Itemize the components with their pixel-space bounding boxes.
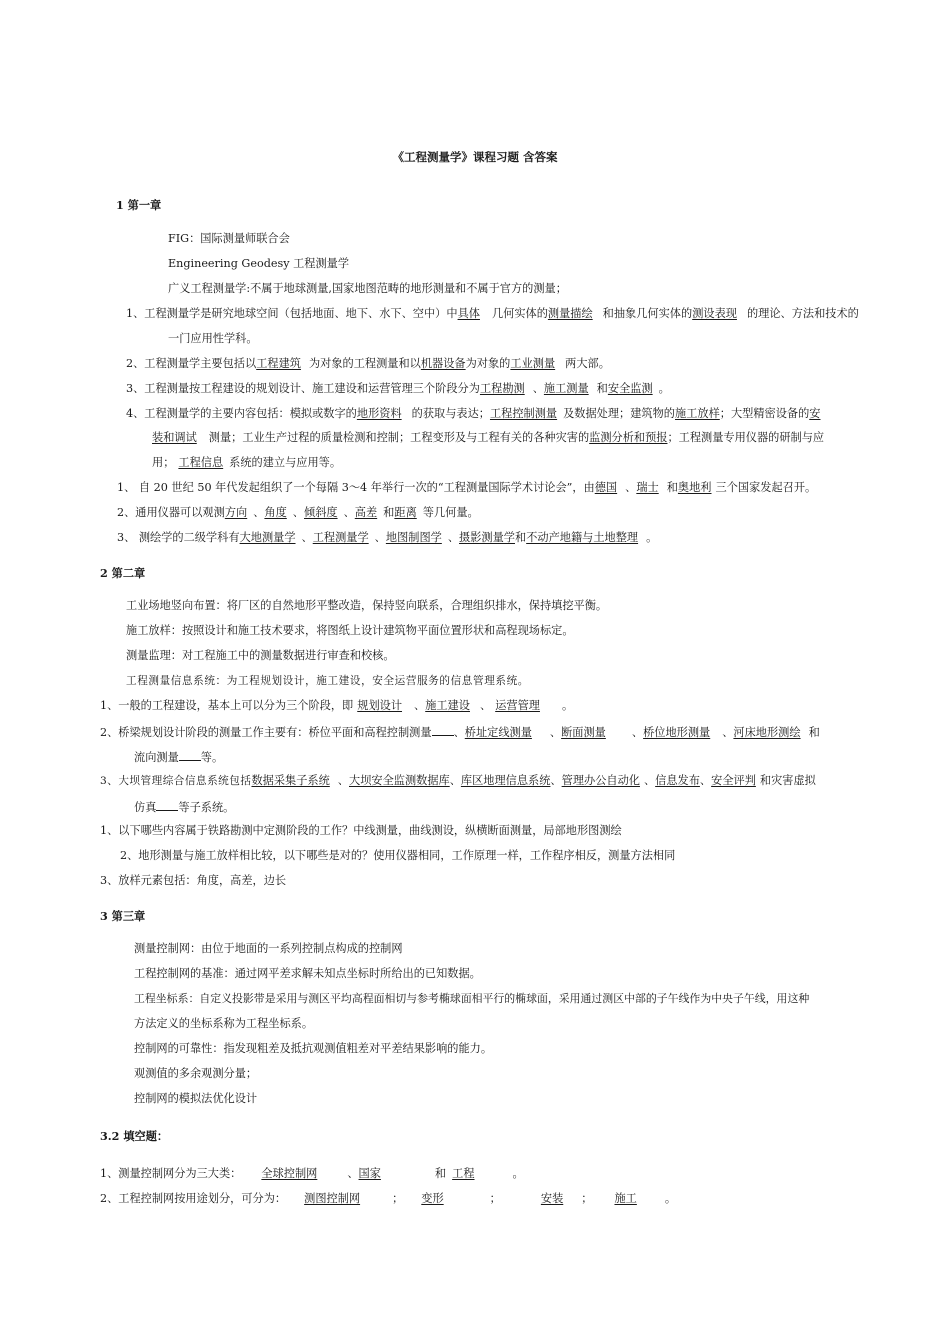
separator: 、 [549,726,562,739]
question-text: 。 [658,382,670,395]
question-text: 几何实体的 [491,307,548,320]
answer-blank: 桥位地形测量 [643,726,711,739]
answer-blank: 测设表现 [692,307,737,320]
answer-text: 全球控制网 [261,1167,318,1180]
question-line [126,381,670,397]
definition-line: 广义工程测量学:不属于地球测量,国家地图范畴的地形测量和不属于官方的测量； [168,282,567,295]
separator: 、 [343,506,355,519]
definition-line: 控制网的可靠性：指发现粗差及抵抗观测值粗差对平差结果影响的能力。 [134,1042,493,1055]
answer-blank: 瑞士 [636,481,659,494]
answer-blank: 奥地利 [677,481,712,494]
answer-blank: 工程勘测 [479,382,525,395]
answer-blank [511,1192,573,1205]
answer-blank: 测量描绘 [547,307,593,320]
separator: 、 [453,726,465,739]
question-continuation [134,748,223,766]
question-line [126,306,859,322]
separator: 、 [449,774,461,787]
separator: 和 [514,531,527,544]
definition-line: 方法定义的坐标系称为工程坐标系。 [134,1017,314,1030]
answer-blank: 河床地形测绘 [733,726,801,739]
answer-blank [286,1192,388,1205]
separator: 、 [292,506,304,519]
answer-blank: 大坝安全监测数据库 [349,774,450,787]
question-line [126,356,610,372]
definition-line: 工程控制网的基准：通过网平差求解未知点坐标时所给出的已知数据。 [134,967,481,980]
separator: 、 [550,774,562,787]
document-title: 《工程测量学》课程习题 含答案 [392,150,558,164]
answer-blank [241,1167,347,1180]
question-line [117,480,816,496]
question-text: 等子系统。 [178,801,235,814]
separator: 、 [337,774,349,787]
question-text: 等几何量。 [422,506,479,519]
question-text: 1、一般的工程建设，基本上可以分为三个阶段，即 [100,699,354,712]
answer-text: 安装 [540,1192,564,1205]
answer-blank: 距离 [394,506,417,519]
question-text: 4、工程测量学的主要内容包括：模拟或数字的 [126,407,357,420]
answer-blank: 运营管理 [495,699,540,712]
separator: 、 [699,774,712,787]
question-text: ；工程测量专用仪器的研制与应 [667,431,825,444]
answer-blank: 施工测量 [543,382,589,395]
choice-question: 2、地形测量与施工放样相比较，以下哪些是对的？使用仪器相同，工作原理一样，工作程序相反，测量方法相同 [120,849,676,862]
answer-text: 测图控制网 [304,1192,361,1205]
question-continuation [152,455,341,471]
separator: ； [581,1192,593,1205]
question-text: 1、工程测量学是研究地球空间（包括地面、地下、水下、空中）中 [126,307,458,320]
question-line [100,1166,524,1182]
answer-blank: 信息发布 [655,774,700,787]
question-text: 2、桥梁规划设计阶段的测量工作主要有：桥位平面和高程控制测量 [100,726,432,739]
answer-blank: 工程建筑 [256,357,301,370]
definition-line: 施工放样：按照设计和施工技术要求，将图纸上设计建筑物平面位置形状和高程现场标定。 [126,624,574,637]
answer-blank: 德国 [594,481,618,494]
chapter-1-heading: 1 第一章 [116,198,162,212]
answer-blank [359,1167,421,1180]
answer-blank: 倾斜度 [304,506,338,519]
fill-in-heading: 3.2 填空题： [100,1129,169,1143]
question-line [100,773,816,789]
separator: ； [392,1192,404,1205]
definition-line: Engineering Geodesy 工程测量学 [168,257,350,270]
answer-blank: 摄影测量学 [459,531,515,544]
question-text: 为对象的工程测量和以 [308,357,421,370]
question-text: 和 [808,726,820,739]
question-text: 2、通用仪器可以观测 [117,506,225,519]
answer-blank: 工程测量学 [312,531,369,544]
separator: 、 [532,382,544,395]
question-line [117,505,479,521]
definition-line: 工业场地竖向布置：将厂区的自然地形平整改造，保持竖向联系，合理组织排水，保持填挖平衡。 [126,599,608,612]
question-text: 2、工程控制网按用途划分，可分为： [100,1192,287,1205]
question-line [117,530,657,546]
definition-line: 控制网的模拟法优化设计 [134,1092,258,1105]
answer-blank [413,1192,479,1205]
separator: 、 [479,699,492,712]
question-text: 流向测量 [134,751,179,764]
answer-text: 国家 [358,1167,381,1180]
definition-line: 工程测量信息系统：为工程规划设计，施工建设，安全运营服务的信息管理系统。 [126,675,529,687]
answer-blank: 高差 [354,506,378,519]
answer-blank [452,1167,512,1180]
chapter-2-heading: 2 第二章 [100,566,146,580]
question-text: 3、 测绘学的二级学科有 [117,531,240,544]
question-continuation [152,430,824,446]
definition-line: 测量控制网：由位于地面的一系列控制点构成的控制网 [134,942,403,955]
choice-question: 3、放样元素包括：角度，高差，边长 [100,874,287,887]
question-text: 为对象的 [465,357,511,370]
definition-line: 测量监理：对工程施工中的测量数据进行审查和校核。 [126,649,395,662]
answer-blank: 方向 [224,506,248,519]
answer-blank: 施工放样 [675,407,720,420]
definition-line: FIG：国际测量师联合会 [168,232,290,245]
answer-blank: 角度 [264,506,287,519]
question-text: 和抽象几何实体的 [602,307,693,320]
question-line [100,698,573,714]
question-text: 用； [152,456,175,469]
question-text: 。 [512,1167,524,1180]
answer-blank: 装和调试 [152,431,197,444]
separator: 和 [434,1167,447,1180]
question-continuation: 一门应用性学科。 [168,332,258,345]
question-text: 1、 自 20 世纪 50 年代发起组织了一个每隔 3～4 年举行一次的“工程测量国际学术讨论会”，由 [117,481,595,494]
separator: 和 [596,382,608,395]
chapter-3-heading: 3 第三章 [100,909,146,923]
question-text: 3、工程测量按工程建设的规划设计、施工建设和运营管理三个阶段分为 [126,382,480,395]
answer-text: 工程 [452,1167,475,1180]
answer-blank: 地形资料 [356,407,402,420]
answer-blank: 桥址定线测量 [464,726,532,739]
question-text: 。 [664,1192,677,1205]
question-text: 的获取与表达； [411,407,490,420]
answer-blank: 不动产地籍与土地整理 [526,531,639,544]
question-text: 测量；工业生产过程的质量检测和控制；工程变形及与工程有关的各种灾害的 [208,431,590,444]
answer-blank: 工程控制测量 [489,407,558,420]
question-line [100,1191,676,1207]
definition-line: 工程坐标系：自定义投影带是采用与测区平均高程面相切与参考椭球面相平行的椭球面，采用通过测区中部的子午线作为中央子午线，用这种 [134,992,810,1005]
question-text: 和灾害虚拟 [759,774,816,787]
separator: 、 [722,726,734,739]
separator: 、 [374,531,386,544]
answer-text: 施工 [614,1192,637,1205]
separator: 、 [253,506,265,519]
answer-blank: 工程信息 [178,456,224,469]
separator: 、 [643,774,656,787]
separator: 、 [347,1167,359,1180]
answer-text: 变形 [421,1192,444,1205]
question-text: 3、大坝管理综合信息系统包括 [100,775,252,787]
separator: 、 [301,531,313,544]
answer-blank: 安全评判 [711,774,756,787]
question-text: 系统的建立与应用等。 [229,456,342,469]
question-text: 等。 [200,751,224,764]
question-text: 两大部。 [565,357,610,370]
definition-line: 观测值的多余观测分量； [134,1067,258,1080]
answer-blank: 数据采集子系统 [251,774,330,787]
separator: 、 [447,531,460,544]
answer-blank: 库区地理信息系统 [460,774,551,787]
answer-blank: 工业测量 [510,357,556,370]
question-text: 仿真 [134,801,157,814]
question-text: 2、工程测量学主要包括以 [126,357,257,370]
separator: 、 [631,726,644,739]
separator: 、 [625,481,637,494]
separator: ； [489,1192,501,1205]
answer-blank: 具体 [457,307,480,320]
answer-blank: 监测分析和预报 [589,431,668,444]
question-text: 1、测量控制网分为三大类： [100,1167,242,1180]
question-continuation [134,798,234,816]
question-line [100,723,820,741]
choice-question: 1、以下哪些内容属于铁路勘测中定测阶段的工作？中线测量，曲线测设，纵横断面测量，局部地形图测绘 [100,824,622,837]
question-text: 及数据处理；建筑物的 [563,407,675,420]
separator: 和 [666,481,678,494]
question-text: 。 [561,699,574,712]
answer-blank: 规划设计 [357,699,403,712]
separator: 和 [383,506,395,519]
answer-blank: 管理办公自动化 [561,774,640,787]
answer-blank: 断面测量 [561,726,606,739]
question-text: ；大型精密设备的 [719,407,810,420]
answer-blank [596,1192,664,1205]
answer-blank: 施工建设 [425,699,470,712]
answer-blank: 机器设备 [420,357,466,370]
answer-blank: 大地测量学 [239,531,296,544]
answer-blank: 安全监测 [607,382,653,395]
question-text: 。 [646,531,658,544]
question-text: 三个国家发起召开。 [715,481,817,494]
answer-blank: 地图制图学 [385,531,442,544]
separator: 、 [414,699,426,712]
question-line [126,406,820,422]
question-text: 的理论、方法和技术的 [746,307,859,320]
answer-blank: 安 [809,407,821,420]
